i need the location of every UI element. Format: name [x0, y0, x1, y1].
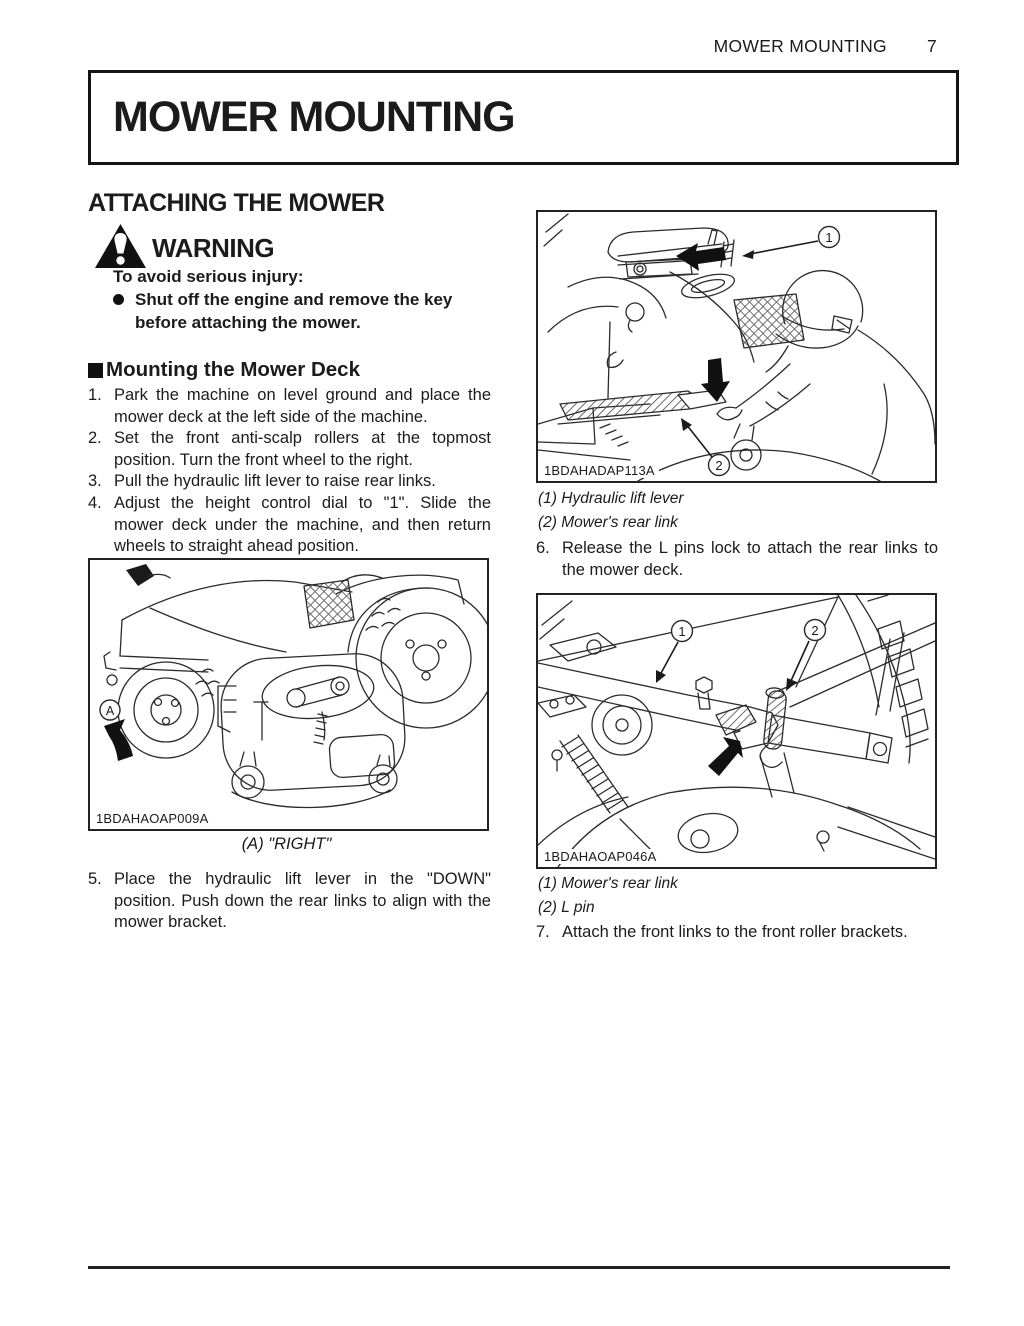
section-marker-icon [88, 363, 103, 378]
figure-legend [538, 872, 934, 919]
warning-bullet-item [113, 288, 505, 334]
step-2 [88, 428, 491, 471]
callout-2-number: 2 [715, 458, 723, 473]
figure-legend [538, 487, 934, 534]
step-text: Set the front anti-scalp rollers at the topmost position. Turn the front wheel to the right. [114, 429, 491, 469]
step-text: Pull the hydraulic lift lever to raise rear links. [114, 472, 436, 491]
figure-caption: (A) "RIGHT" [241, 835, 332, 853]
step-text: Park the machine on level ground and place the mower deck at the left side of the machine. [114, 386, 491, 426]
step-text: Release the L pins lock to attach the rear links to the mower deck. [562, 539, 938, 579]
step-number: 1. [88, 386, 102, 404]
callout-1 [656, 621, 693, 684]
running-header [560, 36, 937, 57]
warning-bullet-text: Shut off the engine and remove the key before attaching the mower. [135, 290, 453, 332]
subsection-heading-text: Mounting the Mower Deck [106, 358, 360, 381]
legend-line-1: (1) Hydraulic lift lever [538, 490, 684, 507]
step-number: 4. [88, 493, 102, 512]
callout-1 [742, 227, 840, 260]
legend-line-2: (2) L pin [538, 898, 595, 916]
step-number: 2. [88, 429, 102, 448]
bullet-dot-icon [113, 288, 135, 334]
chapter-title-box [88, 70, 959, 165]
warning-label: WARNING [152, 233, 275, 263]
figure-l-pin-drawing [538, 595, 935, 867]
callout-2 [786, 620, 826, 692]
callout-1-number: 1 [678, 624, 686, 639]
step-3 [88, 471, 491, 493]
step-text: Place the hydraulic lift lever in the "DOWN" position. Push down the rear links to align with the mower bracket. [114, 870, 491, 932]
step-1 [88, 385, 491, 428]
figure-label: 1BDAHADAP113A [544, 463, 659, 478]
figure-hydraulic-lift-lever [536, 210, 937, 483]
step-5 [88, 869, 491, 934]
step-number: 3. [88, 472, 102, 491]
legend-line-2: (2) Mower's rear link [538, 513, 678, 531]
running-header-page-number: 7 [926, 36, 937, 56]
section-heading: ATTACHING THE MOWER [88, 189, 385, 217]
figure-mower-deck-drawing [90, 560, 487, 829]
figure-lift-lever-drawing [538, 212, 935, 481]
step-text: Attach the front links to the front roller brackets. [562, 923, 908, 941]
step-4 [88, 493, 491, 558]
push-up-arrow-icon [708, 737, 743, 776]
callout-a [100, 700, 120, 720]
callout-2 [681, 418, 730, 476]
figure-rear-link-l-pin [536, 593, 937, 869]
step-number: 6. [536, 539, 550, 557]
callout-1-number: 1 [825, 230, 833, 245]
warning-intro: To avoid serious injury: [113, 267, 304, 286]
running-header-title: MOWER MOUNTING [713, 36, 887, 56]
figure-label: 1BDAHAOAP046A [544, 849, 660, 864]
step-7 [536, 922, 938, 944]
step-text: Adjust the height control dial to "1". Slide the mower deck under the machine, and then return wheels to straight ahead position. [114, 493, 491, 556]
step-number: 5. [88, 870, 102, 888]
step-6 [536, 538, 938, 581]
step-number: 7. [536, 923, 550, 941]
callout-a-letter: A [105, 704, 115, 718]
subsection-heading [88, 358, 360, 382]
chapter-title: MOWER MOUNTING [113, 93, 515, 141]
steps-1-4 [88, 385, 491, 558]
figure-mower-deck-placement [88, 558, 489, 831]
callout-2-number: 2 [811, 623, 819, 638]
legend-line-1: (1) Mower's rear link [538, 875, 678, 892]
figure-label: 1BDAHAOAP009A [96, 811, 212, 826]
footer-rule [88, 1266, 950, 1269]
push-left-arrow-icon [676, 243, 726, 271]
